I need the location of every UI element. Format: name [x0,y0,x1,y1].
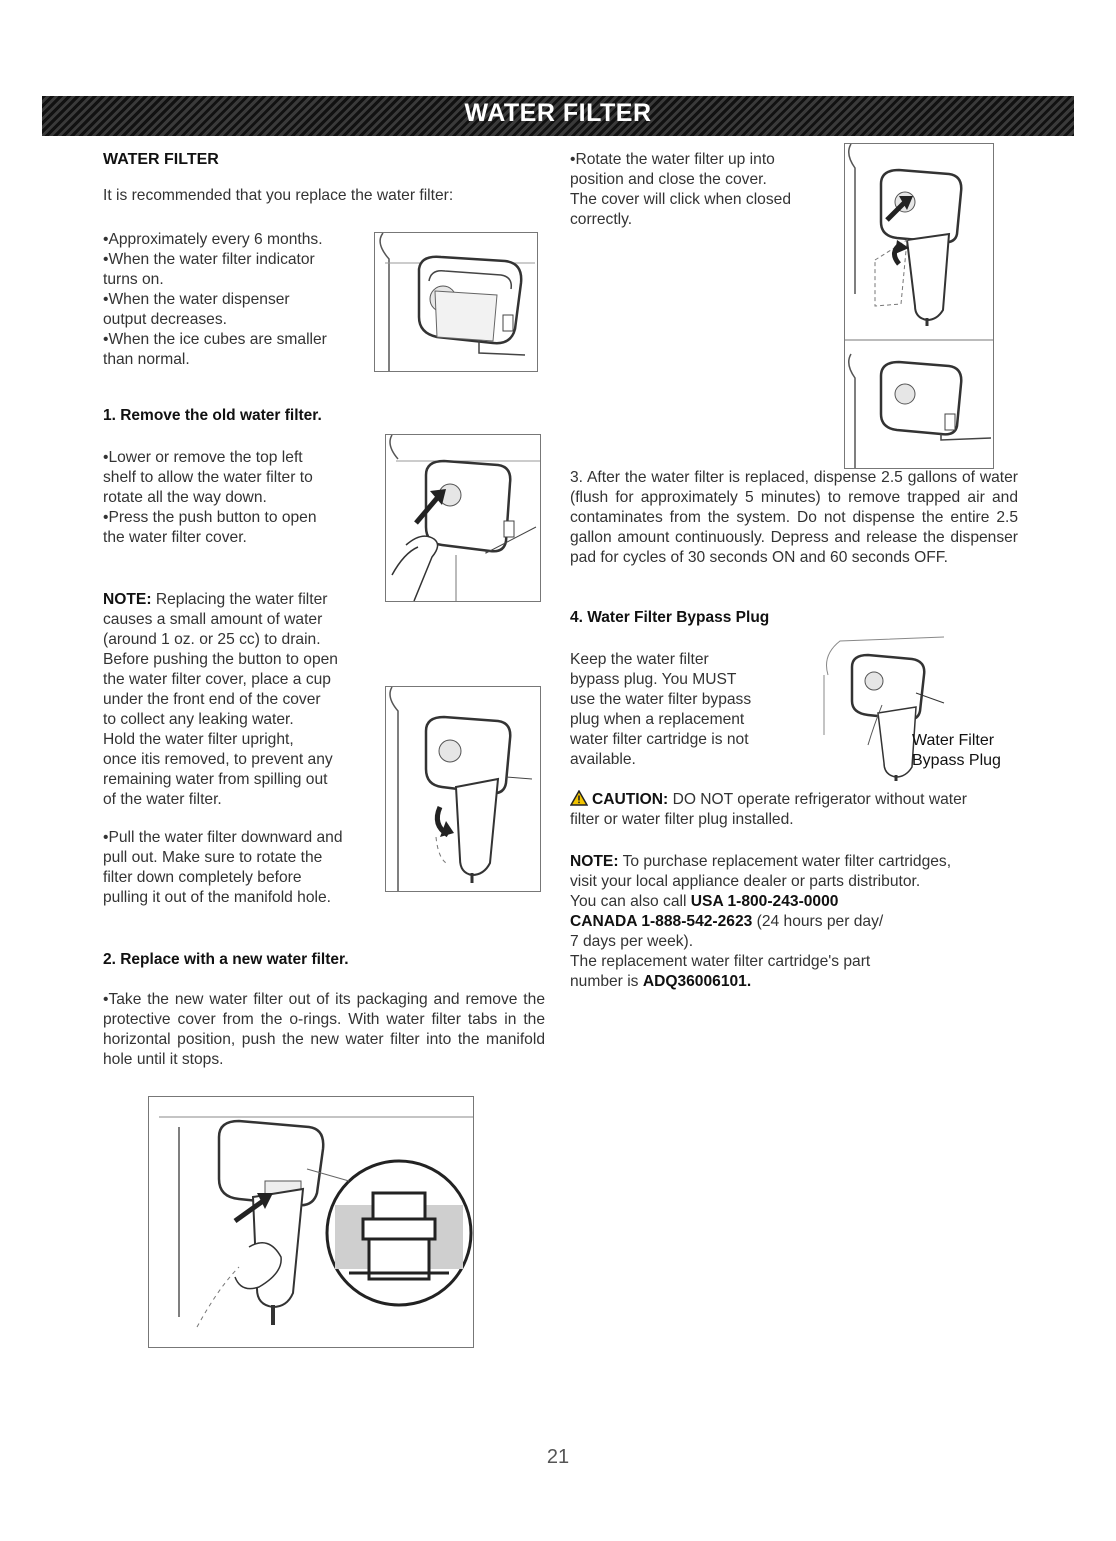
step-4-line: bypass plug. You MUST [570,671,737,688]
note-line: to collect any leaking water. [103,711,294,728]
step-4-line: use the water filter bypass [570,691,752,708]
note-line: (around 1 oz. or 25 cc) to drain. [103,631,321,648]
page-number: 21 [546,1446,570,1468]
step-4-line: water filter cartridge is not [570,731,749,748]
pull-out-line: •Pull the water filter downward and [103,829,343,846]
purchase-note-line: The replacement water filter cartridge's part [570,953,871,970]
part-number: ADQ36006101. [642,973,752,990]
section-heading: WATER FILTER [103,151,219,168]
purchase-note-line [570,892,838,912]
purchase-note-text: (24 hours per day/ [752,913,884,930]
note-line: of the water filter. [103,791,222,808]
purchase-note-text: To purchase replacement water filter cartridges, [618,853,952,870]
purchase-note-line: 7 days per week). [570,933,694,950]
rotate-up-line: correctly. [570,211,633,228]
note-line: remaining water from spilling out [103,771,328,788]
note-text: Replacing the water filter [151,591,328,608]
step-4-heading: 4. Water Filter Bypass Plug [570,609,770,626]
rotate-filter-up-illustration [844,143,994,469]
purchase-note-line [570,972,751,992]
list-item: •When the water dispenser [103,291,290,308]
caution-text: DO NOT operate refrigerator without water [668,791,967,808]
note-line: Before pushing the button to open [103,651,338,668]
caution-line [570,790,967,810]
step-1-line: •Press the push button to open [103,509,317,526]
step-1-heading: 1. Remove the old water filter. [103,407,322,424]
note-line: causes a small amount of water [103,611,323,628]
step-4-line: Keep the water filter [570,651,709,668]
figure-label-water-filter: Water Filter [912,732,995,749]
note-line: the water filter cover, place a cup [103,671,331,688]
step-1-line: rotate all the way down. [103,489,267,506]
canada-phone-number: CANADA 1-888-542-2623 [570,913,753,930]
list-item: output decreases. [103,311,227,328]
list-item: •Approximately every 6 months. [103,231,323,248]
step-1-line: •Lower or remove the top left [103,449,303,466]
insert-new-filter-illustration [148,1096,474,1348]
pull-out-line: filter down completely before [103,869,302,886]
rotate-up-line: •Rotate the water filter up into [570,151,775,168]
list-item: turns on. [103,271,164,288]
step-1-line: the water filter cover. [103,529,247,546]
caution-label: CAUTION: [592,791,669,808]
rotate-filter-down-illustration [385,686,541,892]
warning-triangle-icon [570,790,588,810]
filter-location-illustration [374,232,538,372]
list-item: •When the water filter indicator [103,251,315,268]
note-line: once itis removed, to prevent any [103,751,333,768]
purchase-note-text: number is [570,973,643,990]
purchase-note-text: You can also call [570,893,691,910]
list-item: •When the ice cubes are smaller [103,331,327,348]
intro-text: It is recommended that you replace the water filter: [103,187,454,204]
step-2-heading: 2. Replace with a new water filter. [103,951,349,968]
figure-label-bypass-plug: Bypass Plug [912,752,1001,769]
step-2-text: •Take the new water filter out of its packaging and remove the protective cover from the o-rings. With water filter tabs in the horizontal position, push the new water filter into the manifold hole until it stops. [103,991,545,1068]
note-label: NOTE: [103,591,152,608]
step-1-line: shelf to allow the water filter to [103,469,313,486]
note-line: under the front end of the cover [103,691,321,708]
caution-line: filter or water filter plug installed. [570,811,794,828]
note-line: Hold the water filter upright, [103,731,294,748]
usa-phone-number: USA 1-800-243-0000 [690,893,839,910]
rotate-up-line: position and close the cover. [570,171,767,188]
purchase-note-line: visit your local appliance dealer or parts distributor. [570,873,921,890]
pull-out-line: pull out. Make sure to rotate the [103,849,323,866]
note-line [103,590,327,610]
push-button-illustration [385,434,541,602]
section-banner [42,96,1074,136]
step-4-line: available. [570,751,636,768]
list-item: than normal. [103,351,190,368]
purchase-note-label: NOTE: [570,853,619,870]
pull-out-line: pulling it out of the manifold hole. [103,889,331,906]
banner-title: WATER FILTER [464,99,652,127]
step-3-text: 3. After the water filter is replaced, dispense 2.5 gallons of water (flush for approximately 5 minutes) to remove trapped air and contaminates from the system. Do not dispense the entire 2.5 gallon amount continuously. Depress and release the dispenser pad for cycles of 30 seconds ON and 60 seconds OFF. [570,469,1018,566]
purchase-note-line [570,912,883,932]
purchase-note-line [570,852,951,872]
step-4-line: plug when a replacement [570,711,745,728]
rotate-up-line: The cover will click when closed [570,191,791,208]
